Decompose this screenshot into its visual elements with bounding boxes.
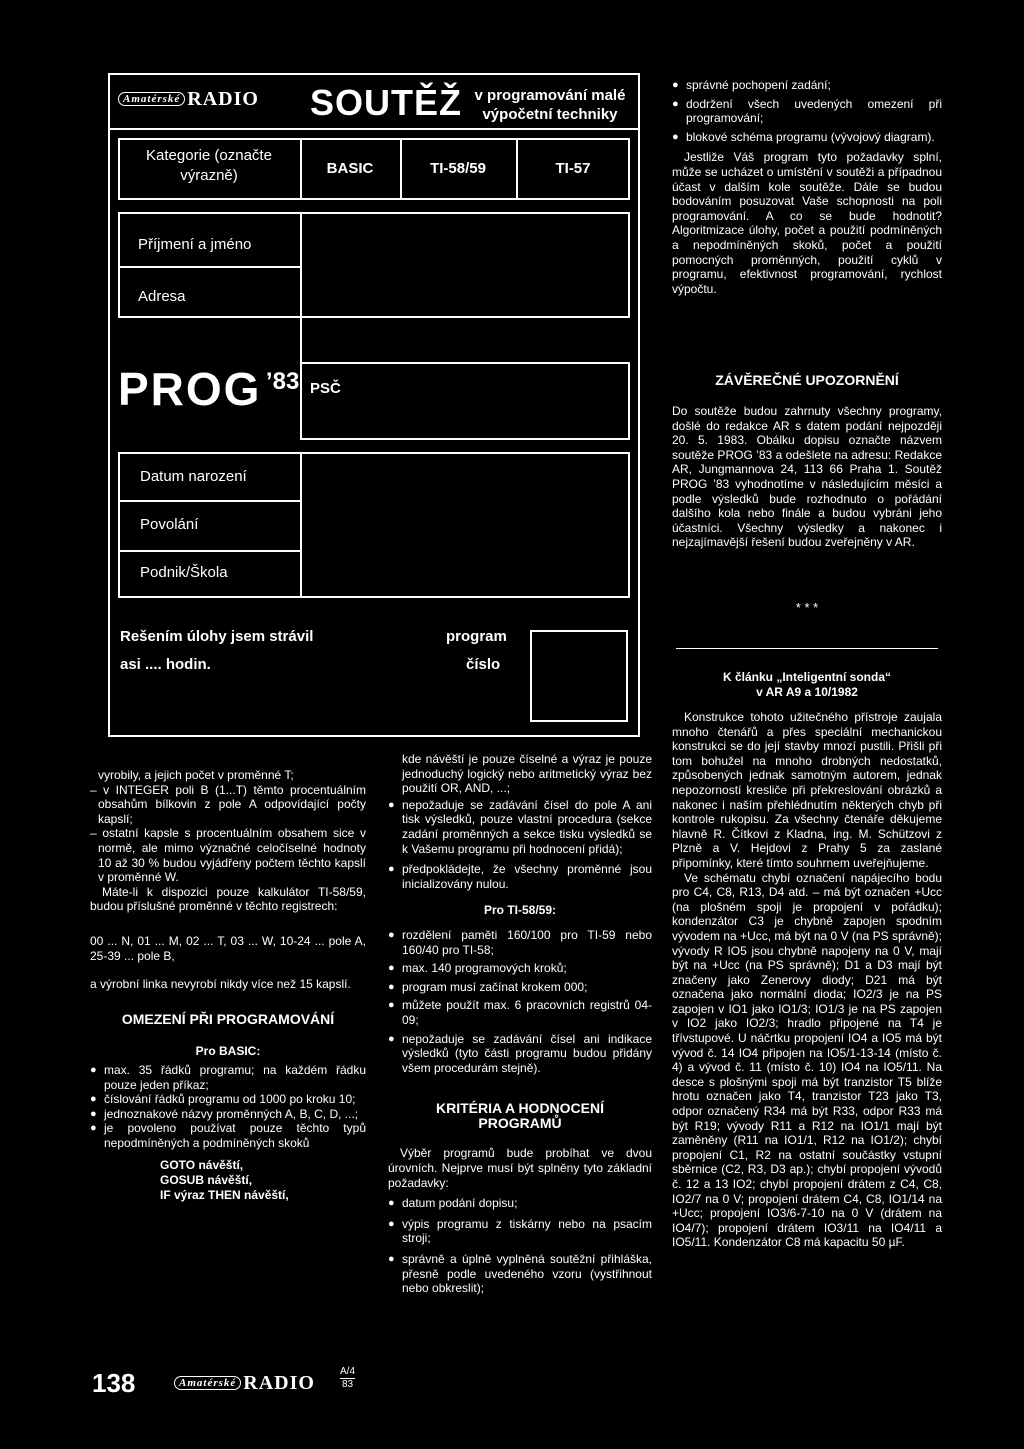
ti-item: ● můžete použít max. 6 pracovních registrů 04-09; bbox=[388, 998, 652, 1027]
col1-dash-item: – v INTEGER poli B (1...T) těmto procentuálním obsahům bílkovin z pole A odpovídající počty kapslí; bbox=[90, 782, 366, 826]
requirement-item: ● správné pochopení zadání; bbox=[672, 78, 942, 93]
criteria-item: ● správně a úplně vyplněná soutěžní přihláška, přesně podle uvedeného vzoru (vystřihnout nebo obkreslit); bbox=[388, 1252, 652, 1296]
criteria-item: ● datum podání dopisu; bbox=[388, 1196, 652, 1211]
job-divider bbox=[118, 550, 300, 552]
goto-line: GOSUB návěští, bbox=[160, 1173, 253, 1188]
column-2 bbox=[388, 752, 652, 1296]
magazine-logo bbox=[118, 86, 259, 112]
header-divider bbox=[108, 128, 640, 130]
page-number: 138 bbox=[92, 1368, 136, 1398]
evaluation-paragraph: Jestliže Váš program tyto požadavky splní, může se ucházet o umístění v soutěži a případnou účast v dalším kole soutěže. Dále se budou bodováním posuzovat Vaše schopnosti na poli programování. A co se bude hodnotit? Algoritmizace úlohy, počet a použití podmíněných a nepodmíněných skoků, počet a použití pomocných proměnných, použití cyklů v programu, efektivnost programování, rychlost výpočtu. bbox=[672, 150, 942, 296]
category-ti5859[interactable]: TI-58/59 bbox=[430, 160, 486, 177]
separator-stars: * * * bbox=[795, 600, 819, 615]
basic-item: ● je povoleno používat pouze těchto typů nepodmíněných a podmíněných skoků bbox=[90, 1121, 366, 1150]
col1-dash-item: – ostatní kapsle s procentuálním obsahem sice v normě, ale mimo význačné celočíselné hodnoty 10 až 30 % budou vyjádřeny počtem těchto kapslí v proměnné W. bbox=[90, 826, 366, 885]
article-title bbox=[672, 670, 942, 700]
contest-subtitle: v programování malé výpočetní techniky bbox=[474, 87, 626, 123]
contest-title: SOUTĚŽ bbox=[310, 82, 463, 123]
prog-label bbox=[118, 362, 299, 416]
basic-item: ● max. 35 řádků programu; na každém řádku pouze jeden příkaz; bbox=[90, 1063, 366, 1092]
category-ti57[interactable]: TI-57 bbox=[555, 160, 591, 177]
company-label: Podnik/Škola bbox=[140, 564, 228, 581]
requirement-item: ● blokové schéma programu (vývojový diagram). bbox=[672, 130, 942, 145]
article-title-line1: K článku „Inteligentní sonda“ bbox=[722, 670, 892, 684]
ti-item: ● nepožaduje se zadávání čísel ani indikace výsledků (tyto části programu budou přidány všem procedurám stejně). bbox=[388, 1032, 652, 1076]
issue-number bbox=[340, 1366, 355, 1391]
time-label: Rešením úlohy jsem strávil bbox=[120, 628, 314, 645]
article-body bbox=[672, 710, 942, 1250]
program-number-box[interactable] bbox=[530, 630, 628, 722]
category-label: Kategorie (označte výrazně) bbox=[146, 147, 272, 184]
col2-item: ● nepožaduje se zadávání čísel do pole A ani tisk výsledků, pouze vlastní procedura (sekce zadání proměnných a sekce tisku výsledků se k Vašemu programu při hodnocení přidá); bbox=[388, 798, 652, 856]
goto-line: GOTO návěští, bbox=[160, 1158, 244, 1173]
basic-title: Pro BASIC: bbox=[195, 1044, 261, 1059]
prog-year: ’83 bbox=[265, 368, 300, 395]
article-title-line2: v AR A9 a 10/1982 bbox=[756, 685, 858, 699]
issue-bottom: 83 bbox=[341, 1379, 354, 1390]
job-label: Povolání bbox=[140, 516, 199, 533]
program-label: program bbox=[446, 628, 507, 645]
requirements-list bbox=[672, 78, 942, 296]
ti-item: ● program musí začínat krokem 000; bbox=[388, 980, 652, 995]
footer-logo bbox=[174, 1370, 315, 1396]
ti-title: Pro TI-58/59: bbox=[483, 903, 557, 918]
ti-item: ● rozdělení paměti 160/100 pro TI-59 nebo 160/40 pro TI-58; bbox=[388, 928, 652, 957]
footer-logo-text: RADIO bbox=[243, 1371, 315, 1394]
birth-label: Datum narození bbox=[140, 468, 247, 485]
criteria-paragraph: Výběr programů bude probíhat ve dvou úrovních. Nejprve musí být splněny tyto základní požadavky: bbox=[388, 1146, 652, 1190]
ti-item: ● max. 140 programových kroků; bbox=[388, 961, 652, 976]
col2-item: ● předpokládejte, že všechny proměnné jsou inicializovány nulou. bbox=[388, 862, 652, 891]
criteria-title: KRITÉRIA A HODNOCENÍ PROGRAMŮ bbox=[436, 1100, 604, 1131]
category-basic[interactable]: BASIC bbox=[326, 160, 374, 177]
address-label: Adresa bbox=[138, 288, 186, 305]
article-paragraph-2: Ve schématu chybí označení napájecího bodu pro C4, C8, R13, D4 atd. – má být označen +Ucc (na plošném spoji je propojení v pořádku); kondenzátor C3 je chybně zapojen spodním vývodem na +Ucc, má být na 0 V (na PS správně); vývody R IO5 jsou chybně napojeny na 0 V, mají být na +Ucc (na PS správně); D1 a D3 mají být značeny jako Zenerovy diody; D21 má být označena jako normální dioda; IO2/3 je na PS zapojen v IO1 jako IO1/3; IO1/3 je na PS zapojen v IO2 jako IO2/3; hradlo připojené na T4 je třívstupové. U náčrtku propojení IO4 a IO5 má být vývod č. 14 IO4 připojen na IO5/1-13-14 (místo č. 4) a vývod č. 11 (místo č. 10) IO4 na IO5/11. Na desce s plošnými spoji má být tranzistor T5 blíže hrotu označen jako T4, tranzistor T23 jako T3, odpor označený R34 má být R33, odpor R33 má být R19; vývody R11 a R12 na IO1/1 mají být zaměněny (R11 na IO1/1, R12 na IO1/2); chybí propojení C1, R2 na ostatní součástky vstupní sběrnice (C2, R3, D3 ap.); chybí propojení vývodů č. 12 a 13 IO2; chybí propojení drátem z C4, C8, IO2/7 na 0 V; propojení drátem C4, C8, IO1/14 na +Ucc; propojení IO3/6-7-10 na 0 V (drátem na IO4/7); propojení drátem IO3/11 na IO4/11 a IO5/11. Kondenzátor C8 má kapacitu 50 µF. bbox=[672, 870, 942, 1250]
logo-text: RADIO bbox=[187, 87, 259, 110]
basic-item: ● číslování řádků programu od 1000 po kroku 10; bbox=[90, 1092, 366, 1107]
article-paragraph-1: Konstrukce tohoto užitečného přístroje zaujala mnoho čtenářů a přes speciální mechanickou konstrukci se do její stavby mnozí pustili. Přišli při tom bohužel na mnoho drobných nedostatků, způsobených jednak samotným autorem, jednak nepozorností kresliče při překreslování obrázků a nakonec i naším přehlédnutím některých chyb při kontrole rukopisu. Za všechny čtenáře děkujeme hlavně R. Čítkovi z Kladna, ing. M. Schützovi z Plzně a V. Hejdovi z Prahy 5 za zaslané připomínky, které tímto souhrnem uveřejňujeme. bbox=[672, 710, 942, 870]
col2-para1: kde návěští je pouze číselné a výraz je pouze jednoduchý logický nebo aritmetický výraz bez použití OR, AND, ...; bbox=[402, 752, 652, 796]
final-notice-text: Do soutěže budou zahrnuty všechny programy, došlé do redakce AR s datem podání nejpozději 20. 5. 1983. Obálku dopisu označte názvem soutěže PROG ’83 a odešlete na adresu: Redakce AR, Jungmannova 24, 113 66 Praha 1. Soutěž PROG ’83 vyhodnotíme v následujícím měsíci a podle výsledků bude rozhodnuto o pořádání dalšího kola nebo finále a budou vybráni jeho účastníci. Všechny výsledky a nakonec i nejzajímavější řešení budou zveřejněny v AR. bbox=[672, 404, 942, 550]
criteria-item: ● výpis programu z tiskárny nebo na psacím stroji; bbox=[388, 1217, 652, 1246]
col1-intro: vyrobily, a jejich počet v proměnné T; bbox=[98, 768, 294, 782]
article-rule bbox=[676, 648, 938, 649]
goto-lines bbox=[90, 1158, 366, 1202]
restrictions-title: OMEZENÍ PŘI PROGRAMOVÁNÍ bbox=[121, 1010, 335, 1027]
requirement-item: ● dodržení všech uvedených omezení při programování; bbox=[672, 97, 942, 126]
psc-box bbox=[300, 362, 630, 440]
footer-logo-prefix: Amatérské bbox=[174, 1376, 241, 1390]
col1-para2: a výrobní linka nevyrobí nikdy více než 15 kapslí. bbox=[90, 977, 351, 992]
goto-line: IF výraz THEN návěští, bbox=[160, 1187, 289, 1202]
name-label: Příjmení a jméno bbox=[138, 236, 252, 253]
psc-bottom-line bbox=[300, 438, 630, 440]
issue-top: A/4 bbox=[340, 1366, 356, 1377]
final-notice-title: ZÁVĚREČNÉ UPOZORNĚNÍ bbox=[715, 372, 899, 388]
psc-label: PSČ bbox=[310, 380, 341, 397]
personal-input[interactable] bbox=[304, 456, 626, 594]
column-1 bbox=[90, 768, 366, 1202]
hours-label[interactable]: asi .... hodin. bbox=[120, 656, 211, 673]
logo-prefix: Amatérské bbox=[118, 92, 185, 106]
number-label: číslo bbox=[466, 656, 501, 673]
col1-registers: 00 ... N, 01 ... M, 02 ... T, 03 ... W, 10-24 ... pole A, 25-39 ... pole B, bbox=[90, 933, 366, 963]
prog-text: PROG bbox=[118, 363, 262, 415]
personal-divider bbox=[300, 452, 302, 598]
birth-divider bbox=[118, 500, 300, 502]
name-divider bbox=[118, 266, 300, 268]
basic-item: ● jednoznakové názvy proměnných A, B, C, D, ...; bbox=[90, 1107, 366, 1122]
col1-para1: Máte-li k dispozici pouze kalkulátor TI-58/59, budou příslušné proměnné v těchto registrech: bbox=[90, 884, 366, 914]
